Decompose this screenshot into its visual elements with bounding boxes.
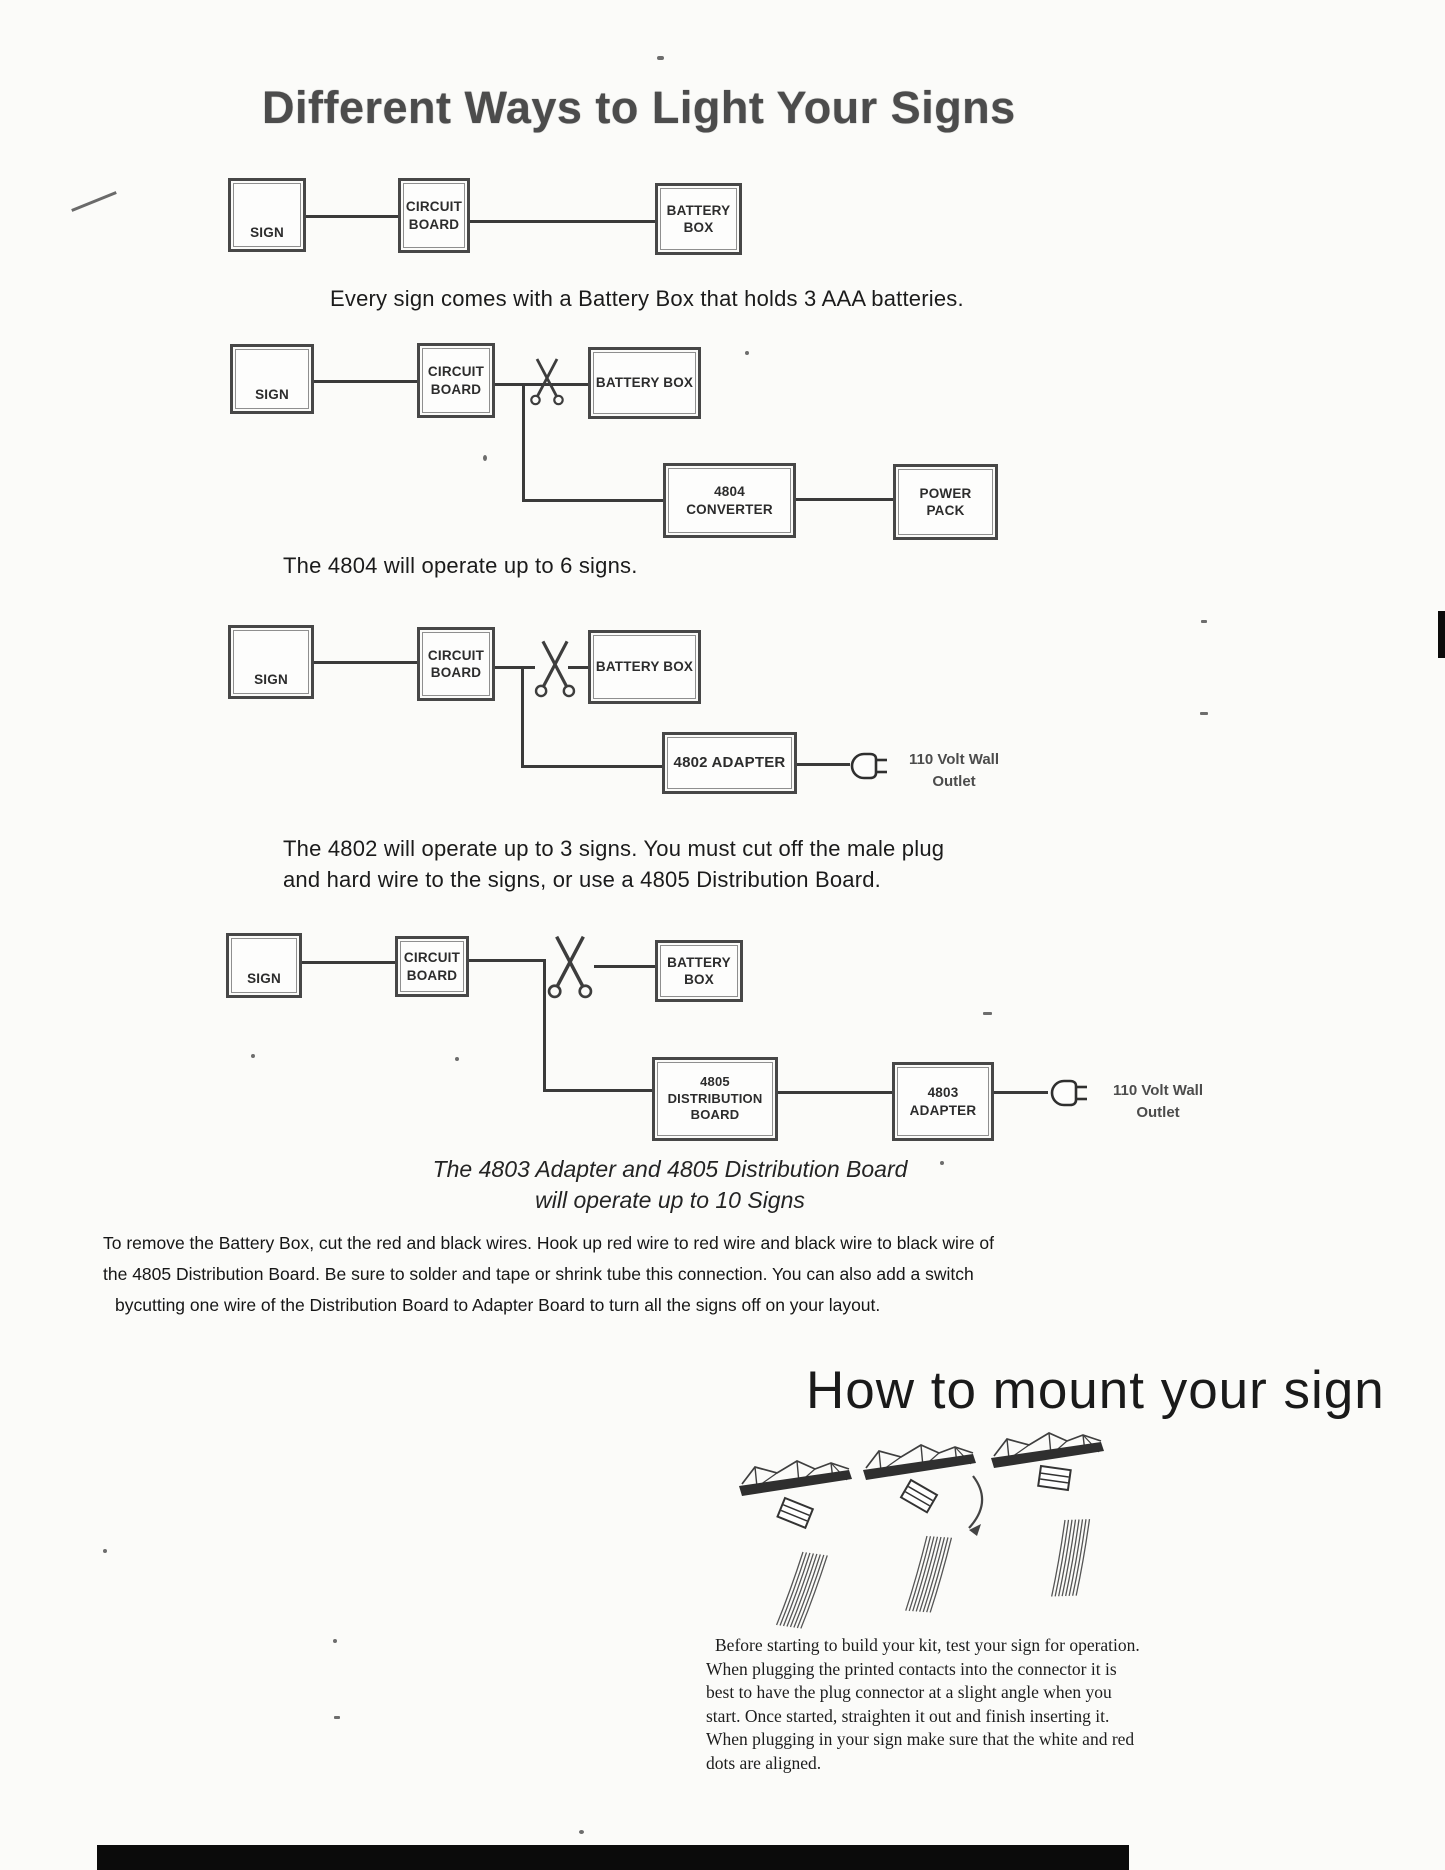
scan-speck	[657, 56, 664, 60]
scissors-icon	[529, 357, 565, 405]
d4-adapter-label2: ADAPTER	[909, 1102, 977, 1118]
d2-circuit-label2: BOARD	[430, 381, 482, 397]
d4-sign-label: SIGN	[247, 970, 281, 986]
notes-line2: the 4805 Distribution Board. Be sure to solder and tape or shrink tube this connection. You can also add a switch	[103, 1264, 974, 1284]
d1-battery-label2: BOX	[683, 220, 714, 235]
d3-circuit-label2: BOARD	[430, 665, 482, 680]
d3-battery-label: BATTERY BOX	[595, 659, 694, 675]
wall-plug-icon	[1046, 1076, 1088, 1110]
d2-converter-box	[663, 463, 796, 538]
d2-converter-label: 4804	[714, 484, 745, 500]
d4-battery-label2: BOX	[684, 972, 714, 987]
scan-speck	[579, 1830, 584, 1834]
d4-outlet-line1: 110 Volt Wall	[1112, 1082, 1204, 1099]
scan-speck	[745, 351, 749, 355]
d3-outlet-line1: 110 Volt Wall	[908, 751, 1000, 768]
scan-edge-mark	[1438, 611, 1445, 658]
d1-sign-box	[228, 178, 306, 252]
d2-sign-label: SIGN	[255, 386, 289, 402]
d1-circuit-label2: BOARD	[408, 216, 460, 232]
d2-battery-label: BATTERY BOX	[595, 375, 694, 391]
d2-circuit-board-box	[417, 343, 495, 418]
wire-line	[306, 215, 398, 218]
d1-caption: Every sign comes with a Battery Box that holds 3 AAA batteries.	[330, 286, 964, 311]
d3-outlet-label	[890, 749, 1018, 793]
d4-sign-box	[226, 933, 302, 998]
mount-line3: best to have the plug connector at a slight angle when you	[706, 1682, 1112, 1702]
page-title: Different Ways to Light Your Signs	[262, 82, 1016, 133]
wire-line	[994, 1091, 1048, 1094]
scan-speck	[251, 1054, 255, 1058]
scan-speck	[333, 1639, 337, 1643]
d4-dist-label2: DISTRIBUTION	[667, 1090, 763, 1106]
d1-circuit-label: CIRCUIT	[405, 199, 463, 215]
scan-speck	[334, 1716, 340, 1719]
d4-battery-label: BATTERY	[667, 954, 731, 970]
d3-adapter-label: 4802 ADAPTER	[673, 754, 786, 772]
scan-speck	[1201, 620, 1207, 623]
wall-plug-icon	[846, 749, 888, 783]
wire-line	[314, 661, 417, 664]
d2-converter-label2: CONVERTER	[686, 501, 773, 517]
d2-battery-box	[588, 347, 701, 419]
d2-power-label: POWER	[919, 485, 972, 501]
d4-circuit-board-box	[395, 936, 469, 997]
sign-mount-illustration	[733, 1428, 1125, 1628]
wire-line	[521, 666, 524, 767]
d1-battery-box	[655, 183, 742, 255]
scissors-icon	[546, 934, 594, 998]
wire-line	[543, 1089, 652, 1092]
scan-speck	[1200, 712, 1208, 715]
d4-caption-line1: The 4803 Adapter and 4805 Distribution Board	[432, 1156, 908, 1182]
d3-battery-box	[588, 630, 701, 704]
d2-circuit-label: CIRCUIT	[427, 364, 485, 380]
d4-circuit-label: CIRCUIT	[403, 950, 461, 966]
d1-circuit-board-box	[398, 178, 470, 253]
wire-line	[521, 765, 662, 768]
d4-battery-box	[655, 940, 743, 1002]
scan-speck	[455, 1057, 459, 1061]
scan-speck	[103, 1549, 107, 1553]
wire-line	[314, 380, 417, 383]
d2-caption: The 4804 will operate up to 6 signs.	[283, 553, 638, 578]
d2-power-pack-box	[893, 464, 998, 540]
notes-paragraph	[103, 1228, 994, 1321]
wire-line-cut	[594, 965, 655, 968]
mount-line2: When plugging the printed contacts into the connector it is	[706, 1658, 1117, 1679]
d3-circuit-board-box	[417, 627, 495, 701]
scan-black-bar	[97, 1845, 1129, 1870]
wire-line	[470, 220, 655, 223]
d4-dist-label3: BOARD	[690, 1107, 740, 1123]
wire-line	[302, 961, 395, 964]
mount-line6: dots are aligned.	[706, 1752, 822, 1773]
mount-line1: Before starting to build your kit, test your sign for operation.	[715, 1635, 1140, 1655]
d4-dist-label: 4805	[700, 1074, 730, 1090]
wire-line	[797, 763, 850, 766]
d1-sign-label: SIGN	[250, 224, 284, 240]
d4-caption-line2: will operate up to 10 Signs	[535, 1187, 805, 1213]
pen-mark	[71, 191, 117, 212]
wire-line-cut	[495, 666, 535, 669]
d3-outlet-line2: Outlet	[932, 772, 976, 790]
d4-outlet-line2: Outlet	[1136, 1103, 1180, 1121]
d3-circuit-label: CIRCUIT	[427, 647, 485, 663]
scan-speck	[483, 455, 487, 461]
wire-line	[796, 498, 893, 501]
wire-line	[522, 499, 663, 502]
scissors-icon	[533, 639, 577, 697]
d3-sign-label: SIGN	[254, 671, 288, 687]
d3-sign-box	[228, 625, 314, 699]
mount-line5: When plugging in your sign make sure that the white and red	[706, 1729, 1135, 1749]
d4-distribution-board-box	[652, 1057, 778, 1141]
notes-line1: To remove the Battery Box, cut the red and black wires. Hook up red wire to red wire and black wire to black wire of	[103, 1233, 994, 1253]
notes-line3: bycutting one wire of the Distribution Board to Adapter Board to turn all the signs off on your layout.	[115, 1295, 881, 1315]
mount-instructions	[706, 1634, 1140, 1775]
d4-circuit-label2: BOARD	[406, 967, 458, 983]
d4-adapter-label: 4803	[927, 1085, 959, 1101]
wire-line	[522, 383, 525, 502]
wire-line	[778, 1091, 892, 1094]
d2-power-label2: PACK	[926, 503, 965, 518]
d3-caption-line2: and hard wire to the signs, or use a 4805 Distribution Board.	[283, 867, 881, 892]
d1-battery-label: BATTERY	[666, 202, 731, 218]
mount-heading: How to mount your sign	[806, 1361, 1385, 1420]
d4-adapter-box	[892, 1062, 994, 1141]
scan-speck	[983, 1012, 992, 1015]
mount-line4: start. Once started, straighten it out and finish inserting it.	[706, 1705, 1110, 1726]
scan-speck	[940, 1161, 944, 1165]
d4-outlet-label	[1092, 1080, 1224, 1124]
wire-line	[469, 959, 546, 962]
d3-adapter-box	[662, 732, 797, 794]
d3-caption-line1: The 4802 will operate up to 3 signs. You must cut off the male plug	[283, 836, 945, 861]
d2-sign-box	[230, 344, 314, 414]
